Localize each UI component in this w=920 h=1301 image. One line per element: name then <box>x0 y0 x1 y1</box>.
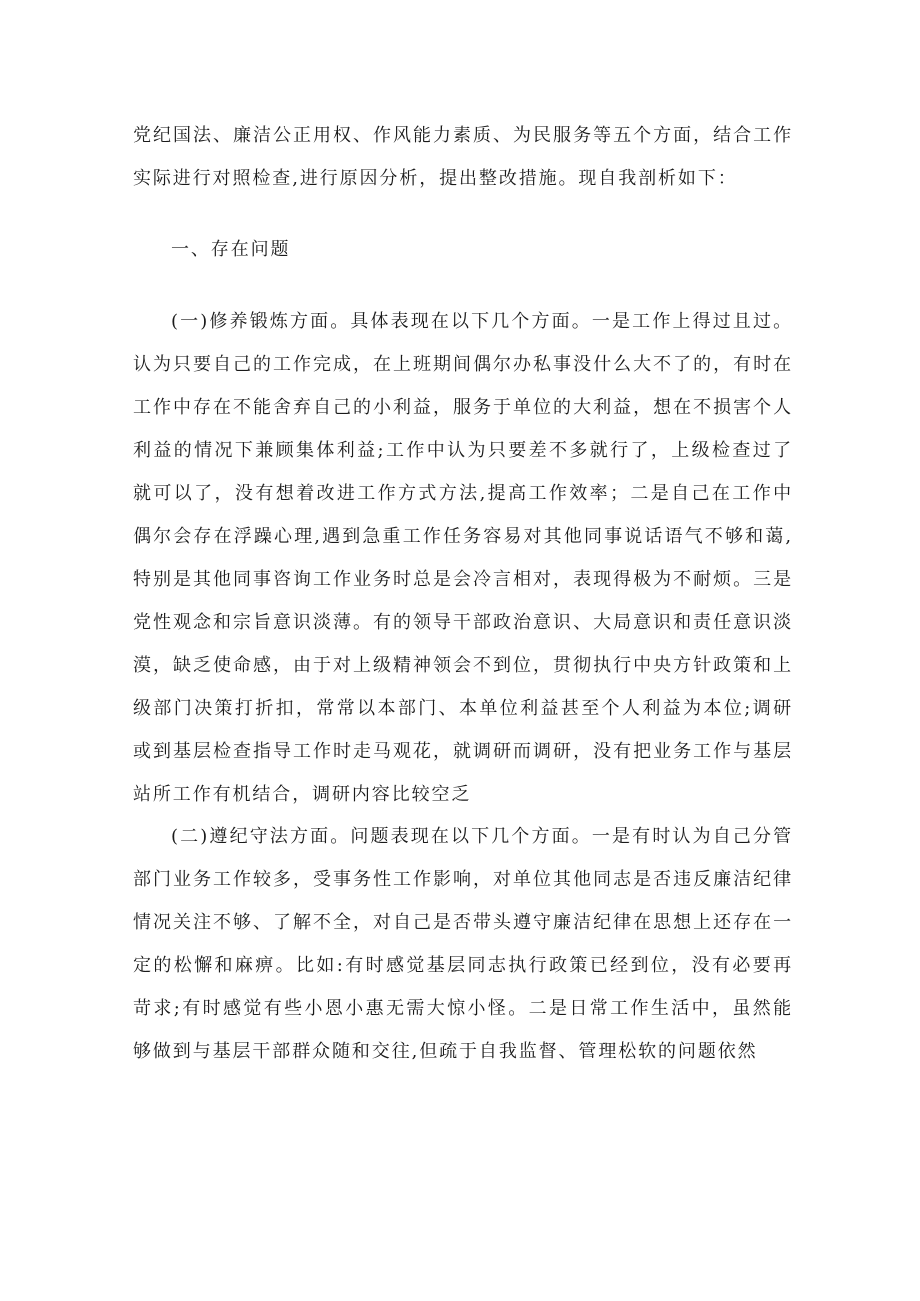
section-1-paragraph <box>133 300 793 816</box>
section-2-paragraph <box>133 815 793 1073</box>
paragraph-text: 党纪国法、廉洁公正用权、作风能力素质、为民服务等五个方面，结合工作实际进行对照检查,进行原因分析，提出整改措施。现自我剖析如下： <box>133 125 793 189</box>
paragraph-text: (一)修养锻炼方面。具体表现在以下几个方面。一是工作上得过且过。认为只要自己的工作完成，在上班期间偶尔办私事没什么大不了的，有时在工作中存在不能舍弃自己的小利益，服务于单位的大利益，想在不损害个人利益的情况下兼顾集体利益;工作中认为只要差不多就行了，上级检查过了就可以了，没有想着改进工作方式方法,提高工作效率；二是自己在工作中偶尔会存在浮躁心理,遇到急重工作任务容易对其他同事说话语气不够和蔼,特别是其他同事咨询工作业务时总是会冷言相对，表现得极为不耐烦。三是党性观念和宗旨意识淡薄。有的领导干部政治意识、大局意识和责任意识淡漠，缺乏使命感，由于对上级精神领会不到位，贯彻执行中央方针政策和上级部门决策打折扣，常常以本部门、本单位利益甚至个人利益为本位;调研或到基层检查指导工作时走马观花，就调研而调研，没有把业务工作与基层站所工作有机结合，调研内容比较空乏 <box>133 311 793 805</box>
paragraph-text: (二)遵纪守法方面。问题表现在以下几个方面。一是有时认为自己分管部门业务工作较多，受事务性工作影响，对单位其他同志是否违反廉洁纪律情况关注不够、了解不全，对自己是否带头遵守廉洁纪律在思想上还存在一定的松懈和麻痹。比如:有时感觉基层同志执行政策已经到位，没有必要再苛求;有时感觉有些小恩小惠无需大惊小怪。二是日常工作生活中，虽然能够做到与基层干部群众随和交往,但疏于自我监督、管理松软的问题依然 <box>133 826 793 1062</box>
intro-paragraph <box>133 114 793 200</box>
heading-text: 一、存在问题 <box>171 239 291 260</box>
section-heading <box>133 228 793 271</box>
